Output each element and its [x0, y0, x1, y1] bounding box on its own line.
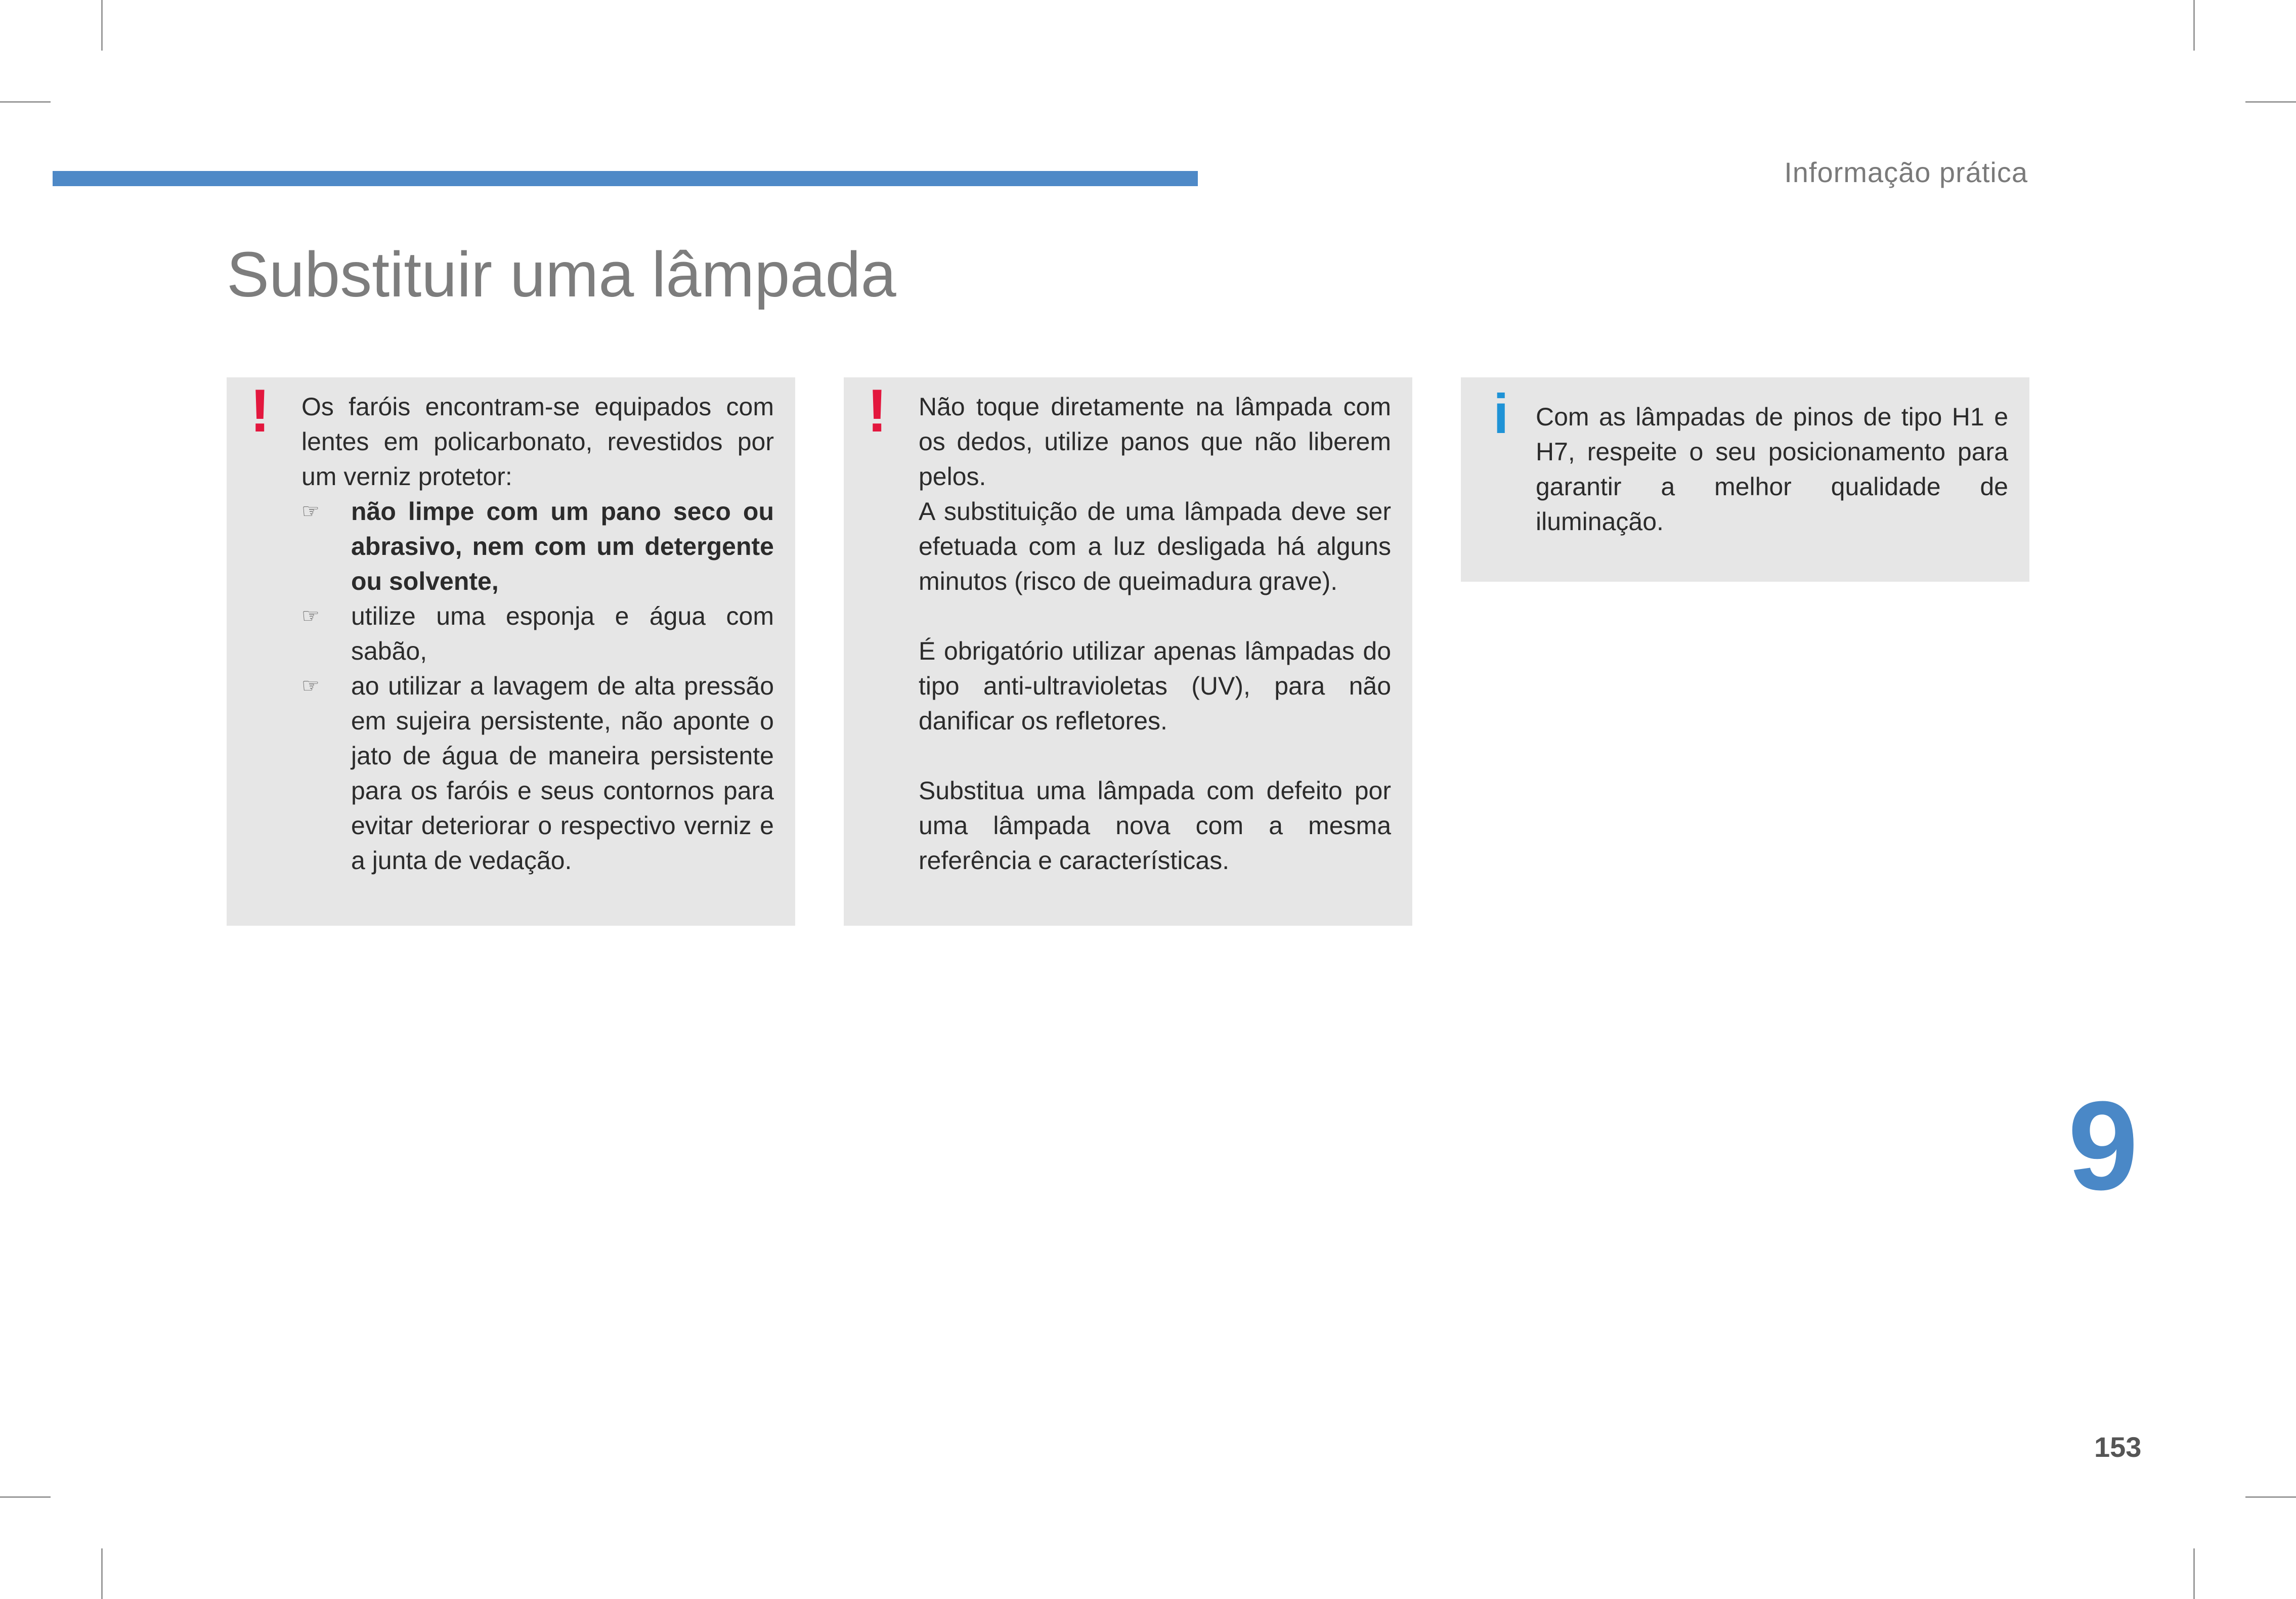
warning-icon: ! — [867, 377, 887, 445]
note-paragraph: É obrigatório utilizar apenas lâmpadas do tipo anti-ultravioletas (UV), para não danificar os refletores. — [919, 637, 1391, 735]
crop-mark — [101, 1548, 103, 1599]
list-item — [301, 494, 774, 599]
header-accent-bar — [53, 171, 1198, 186]
pointing-hand-icon: ☞ — [301, 675, 320, 697]
pointing-hand-icon: ☞ — [301, 605, 320, 627]
list-item-text: ao utilizar a lavagem de alta pressão em sujeira persistente, não aponte o jato de água de maneira persistente para os faróis e seus contornos para evitar deteriorar o respectivo verniz e a junta de vedação. — [351, 672, 774, 875]
note-text — [1536, 400, 2008, 539]
crop-mark — [0, 1496, 51, 1498]
warning-note-bulb-handling — [844, 377, 1412, 926]
bullet-list — [301, 494, 774, 878]
crop-mark — [2193, 0, 2195, 51]
crop-mark — [2193, 1548, 2195, 1599]
note-intro: Os faróis encontram-se equipados com lentes em policarbonato, revestidos por um verniz protetor: — [301, 393, 774, 491]
list-item-text: não limpe com um pano seco ou abrasivo, nem com um detergente ou solvente, — [351, 497, 774, 595]
note-paragraph: Substitua uma lâmpada com defeito por uma lâmpada nova com a mesma referência e características. — [919, 776, 1391, 875]
list-item-text: utilize uma esponja e água com sabão, — [351, 602, 774, 665]
note-text — [919, 390, 1391, 878]
section-label: Informação prática — [1784, 156, 2028, 188]
crop-mark — [0, 101, 51, 103]
crop-mark — [101, 0, 103, 51]
crop-mark — [2245, 1496, 2296, 1498]
list-item — [301, 599, 774, 669]
list-item — [301, 669, 774, 878]
note-paragraph: Não toque diretamente na lâmpada com os dedos, utilize panos que não liberem pelos. — [919, 393, 1391, 491]
pointing-hand-icon: ☞ — [301, 500, 320, 523]
page-number: 153 — [2094, 1431, 2142, 1463]
chapter-number: 9 — [2068, 1075, 2139, 1216]
crop-mark — [2245, 101, 2296, 103]
page-title: Substituir uma lâmpada — [227, 239, 896, 310]
warning-note-headlamp-cleaning — [227, 377, 795, 926]
warning-icon: ! — [250, 377, 270, 445]
info-note-pin-bulbs — [1461, 377, 2029, 582]
note-paragraph: A substituição de uma lâmpada deve ser efetuada com a luz desligada há alguns minutos (risco de queimadura grave). — [919, 497, 1391, 595]
note-paragraph: Com as lâmpadas de pinos de tipo H1 e H7, respeite o seu posicionamento para garantir a melhor qualidade de iluminação. — [1536, 403, 2008, 536]
note-text — [301, 390, 774, 878]
info-icon: i — [1493, 383, 1509, 445]
